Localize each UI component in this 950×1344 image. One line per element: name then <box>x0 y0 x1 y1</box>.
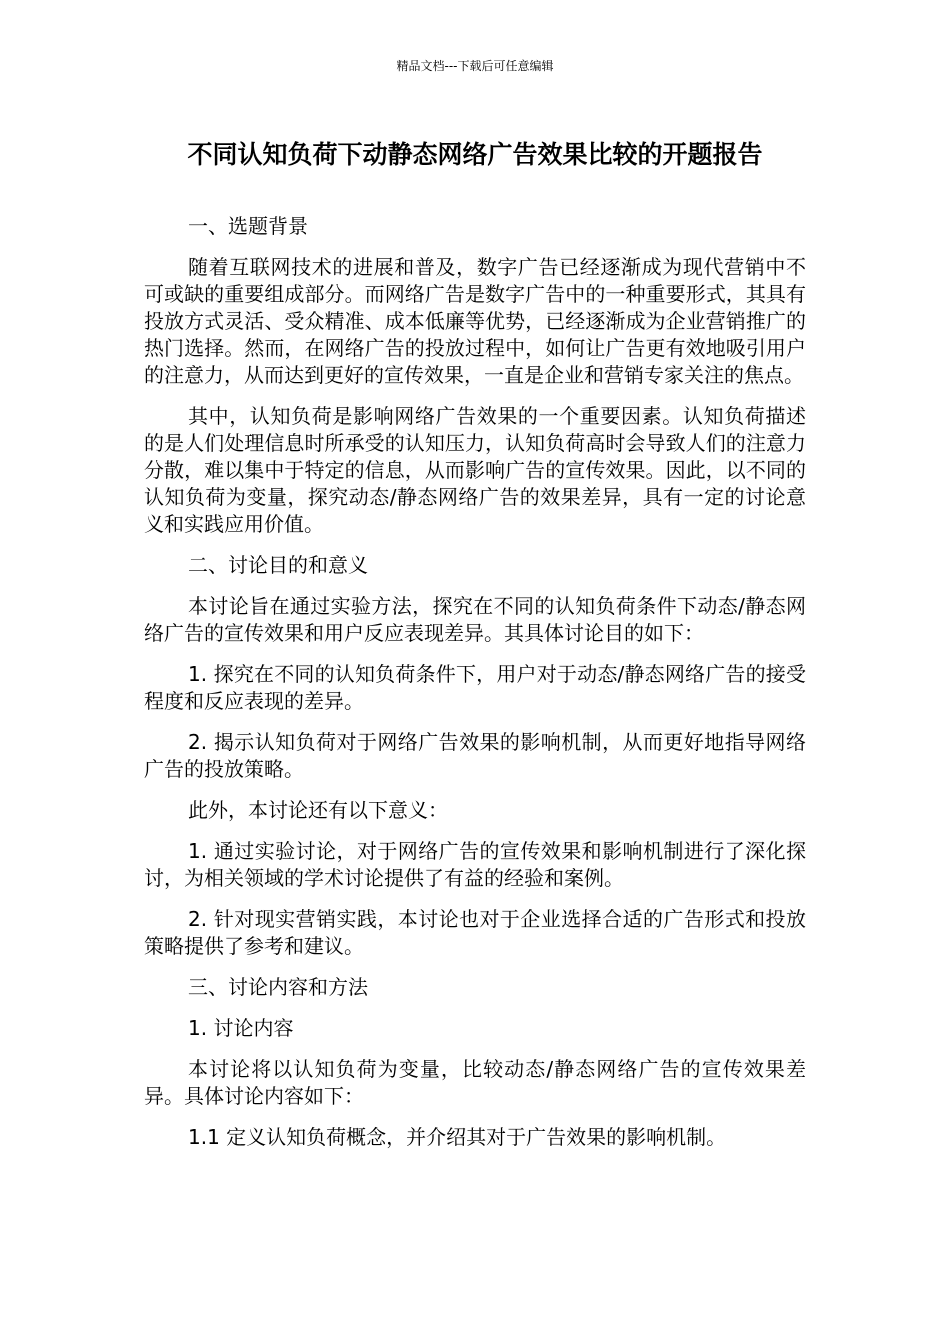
paragraph: 随着互联网技术的进展和普及，数字广告已经逐渐成为现代营销中不可或缺的重要组成部分。而网络广告是数字广告中的一种重要形式，其具有投放方式灵活、受众精准、成本低廉等优势，已经逐渐成为企业营销推广的热门选择。然而，在网络广告的投放过程中，如何让广告更有效地吸引用户的注意力，从而达到更好的宣传效果，一直是企业和营销专家关注的焦点。 <box>144 255 806 387</box>
header-note: 精品文档---下载后可任意编辑 <box>396 59 554 73</box>
list-item: 1. 通过实验讨论，对于网络广告的宣传效果和影响机制进行了深化探讨，为相关领域的学术讨论提供了有益的经验和案例。 <box>144 839 806 890</box>
section-heading-purpose: 二、讨论目的和意义 <box>188 553 368 577</box>
list-item: 1. 探究在不同的认知负荷条件下，用户对于动态/静态网络广告的接受程度和反应表现的差异。 <box>144 662 806 713</box>
paragraph: 此外，本讨论还有以下意义： <box>188 798 448 822</box>
document-body <box>144 213 806 1165</box>
list-item: 2. 揭示认知负荷对于网络广告效果的影响机制，从而更好地指导网络广告的投放策略。 <box>144 730 806 781</box>
list-item: 2. 针对现实营销实践，本讨论也对于企业选择合适的广告形式和投放策略提供了参考和建议。 <box>144 907 806 958</box>
paragraph: 其中，认知负荷是影响网络广告效果的一个重要因素。认知负荷描述的是人们处理信息时所承受的认知压力，认知负荷高时会导致人们的注意力分散，难以集中于特定的信息，从而影响广告的宣传效果。因此，以不同的认知负荷为变量，探究动态/静态网络广告的效果差异，具有一定的讨论意义和实践应用价值。 <box>144 404 806 536</box>
document-title: 不同认知负荷下动静态网络广告效果比较的开题报告 <box>187 140 763 169</box>
paragraph: 本讨论将以认知负荷为变量，比较动态/静态网络广告的宣传效果差异。具体讨论内容如下： <box>144 1057 806 1108</box>
subsection-heading: 1. 讨论内容 <box>188 1016 294 1040</box>
section-heading-background: 一、选题背景 <box>188 214 308 238</box>
list-item: 1.1 定义认知负荷概念，并介绍其对于广告效果的影响机制。 <box>188 1125 727 1149</box>
paragraph: 本讨论旨在通过实验方法，探究在不同的认知负荷条件下动态/静态网络广告的宣传效果和用户反应表现差异。其具体讨论目的如下： <box>144 594 806 645</box>
section-heading-content-method: 三、讨论内容和方法 <box>188 975 368 999</box>
